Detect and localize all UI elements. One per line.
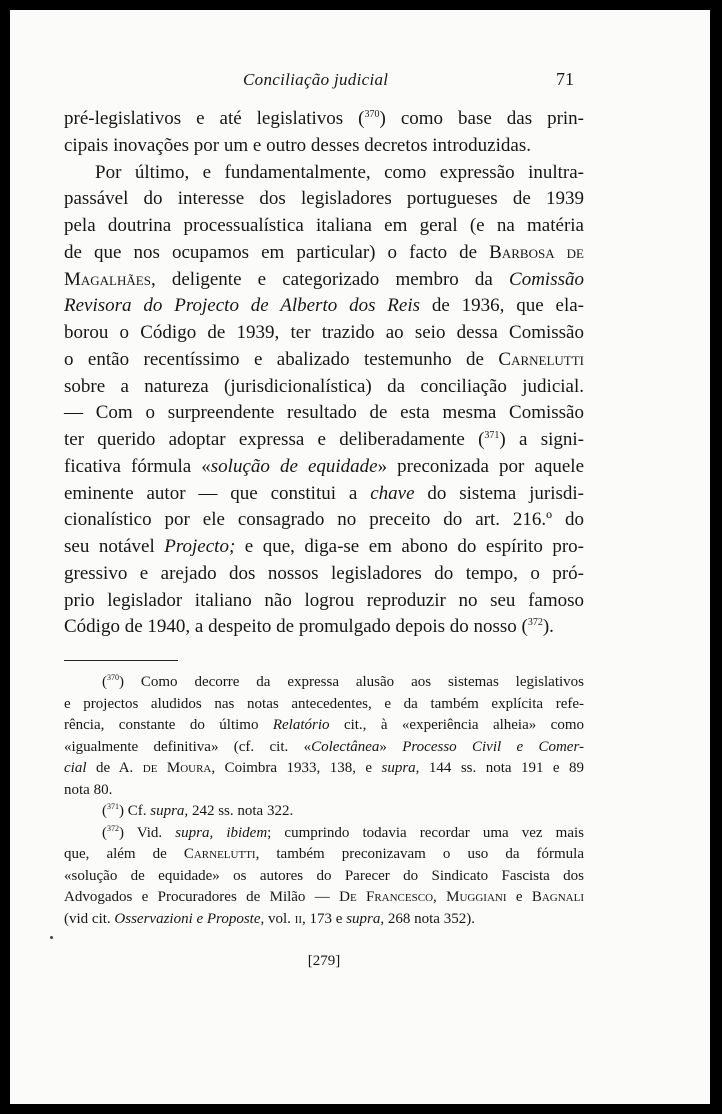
footnote-number: 370: [107, 673, 119, 682]
body-line: passável do interesse dos legisladores portugueses de 1939: [64, 188, 584, 210]
body-line: cionalístico por ele consagrado no preceito do art. 216.º do: [64, 509, 584, 531]
body-line: Revisora do Projecto de Alberto dos Reis de 1936, que ela-: [64, 295, 585, 317]
body-text: [64, 106, 584, 641]
footnote-line: e projectos aludidos nas notas antecedentes, e da também explícita refe-: [64, 695, 584, 712]
author-name: Carnelutti: [498, 348, 584, 370]
author-name: Muggiani: [446, 889, 507, 905]
footnote-line: «solução de equidade» os autores do Parecer do Sindicato Fascista dos: [64, 867, 584, 884]
footnote-ref: 371: [484, 430, 500, 441]
footnote-line: Advogados e Procuradores de Milão — De Francesco, Muggiani e Bagnali: [64, 889, 584, 905]
footnote-number: 372: [107, 823, 119, 833]
author-name: de Moura: [142, 760, 212, 776]
footnote-line: ($^{372}$) Vid. supra, ibidem; cumprindo todavia recordar uma vez mais: [102, 823, 585, 841]
body-line: ficativa fórmula «solução de equidade» preconizada por aquele: [64, 455, 585, 477]
author-name: Magalhães: [64, 268, 151, 290]
print-speck: [50, 936, 53, 939]
author-name: Bagnali: [531, 889, 584, 905]
footnote-number: 371: [107, 802, 119, 811]
footnote-line: ($^{370}$) Como decorre da expressa alusão aos sistemas legislativos: [102, 673, 584, 690]
footnote-line: que, além de Carnelutti, também preconizavam o uso da fórmula: [64, 846, 585, 862]
body-line: de que nos ocupamos em particular) o facto de Barbosa de: [64, 241, 584, 263]
body-line: gressivo e arejado dos nossos legisladores do tempo, o pró-: [64, 562, 584, 584]
page-marker: [279]: [307, 953, 341, 969]
footnote-line: «igualmente definitiva» (cf. cit. «Colectânea» Processo Civil e Comer-: [64, 738, 584, 755]
body-line: cipais inovações por um e outro desses decretos introduzidas.: [64, 134, 531, 156]
running-title: Conciliação judicial: [243, 70, 389, 89]
footnote-line: ($^{371}$) Cf. supra, 242 ss. nota 322.: [102, 802, 294, 819]
body-line: Magalhães, deligente e categorizado membro da Comissão: [64, 268, 584, 290]
body-line: sobre a natureza (jurisdicionalística) da conciliação judicial.: [64, 375, 584, 397]
footnote-line: (vid cit. Osservazioni e Proposte, vol. ii, 173 e supra, 268 nota 352).: [64, 910, 475, 927]
body-line: prio legislador italiano não logrou reproduzir no seu famoso: [64, 589, 584, 611]
body-line: Por último, e fundamentalmente, como expressão inultra-: [95, 161, 584, 183]
footnote-line: rência, constante do último Relatório cit., à «experiência alheia» como: [64, 717, 584, 733]
body-line: borou o Código de 1939, ter trazido ao seio dessa Comissão: [64, 322, 584, 343]
body-line: pela doutrina processualística italiana em geral (e na matéria: [64, 215, 584, 236]
page-number: 71: [556, 69, 574, 89]
author-name: Carnelutti: [183, 846, 256, 862]
book-page: [10, 10, 710, 1104]
footnote-line: cial de A. de Moura, Coimbra 1933, 138, e supra, 144 ss. nota 191 e 89: [64, 760, 585, 776]
footnote-rule: [64, 660, 178, 661]
footnotes: [64, 672, 584, 930]
body-line: — Com o surpreendente resultado de esta mesma Comissão: [64, 402, 584, 424]
footnote-ref: 372: [527, 617, 543, 629]
body-line: eminente autor — que constitui a chave do sistema jurisdi-: [64, 482, 584, 504]
body-line: Código de 1940, a despeito de promulgado depois do nosso ($^{372}$).: [64, 616, 554, 638]
running-head: [10, 70, 710, 94]
body-line: o então recentíssimo e abalizado testemunho de Carnelutti: [64, 348, 584, 370]
body-line: ter querido adoptar expressa e deliberadamente ($^{371}$) a signi-: [64, 429, 584, 450]
author-name: Barbosa de: [489, 241, 584, 263]
body-line: pré-legislativos e até legislativos ($^{370}$) como base das prin-: [64, 108, 584, 129]
author-name: De Francesco: [339, 889, 434, 905]
footnote-ref: 370: [364, 109, 380, 120]
body-line: seu notável Projecto; e que, diga-se em abono do espírito pro-: [64, 536, 584, 557]
footnote-line: nota 80.: [64, 781, 113, 798]
